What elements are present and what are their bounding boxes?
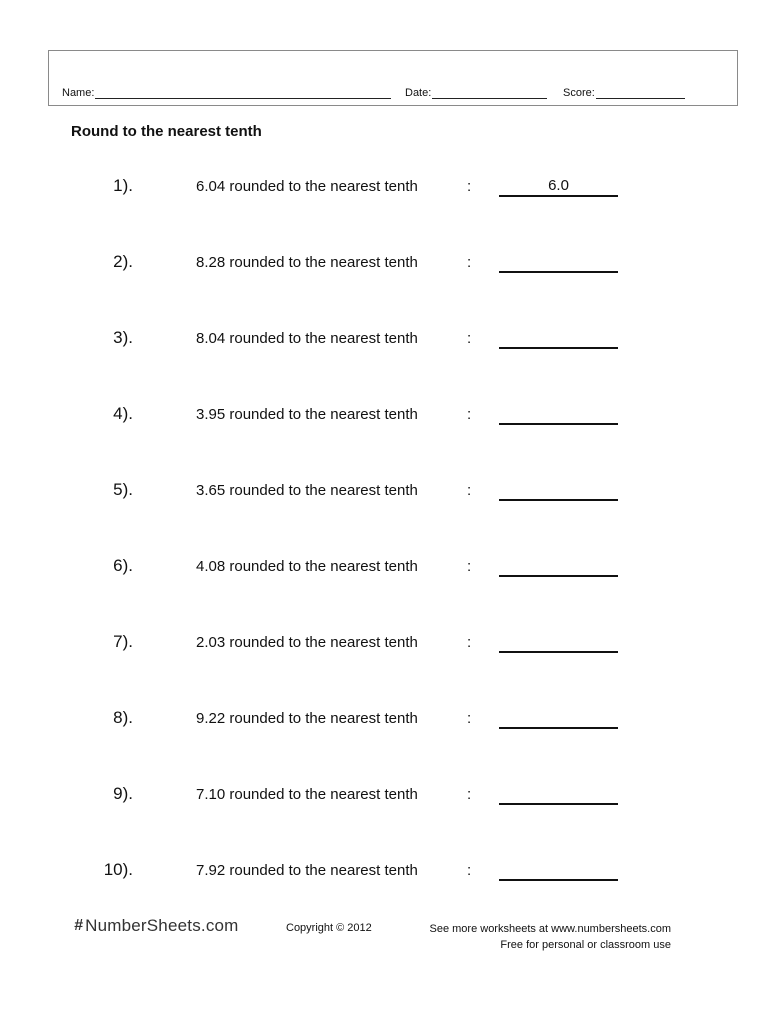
problem-text — [196, 862, 418, 879]
problem-value: 6.04 — [196, 178, 226, 195]
problem-row — [0, 556, 770, 584]
problem-row — [0, 860, 770, 888]
problem-number: 10). — [103, 860, 133, 879]
colon-separator: : — [467, 482, 472, 499]
colon-separator: : — [467, 786, 472, 803]
problem-number: 8). — [113, 708, 133, 727]
colon-separator: : — [467, 710, 472, 727]
footer-info — [430, 921, 672, 953]
colon-separator: : — [467, 558, 472, 575]
answer-blank[interactable] — [499, 784, 618, 805]
score-line[interactable] — [596, 88, 685, 99]
name-field[interactable] — [62, 87, 391, 99]
problem-row — [0, 404, 770, 432]
problem-number: 1). — [113, 176, 133, 195]
numbersheets-logo — [74, 916, 239, 936]
problem-instruction: rounded to the nearest tenth — [229, 178, 418, 195]
answer-blank[interactable] — [499, 328, 618, 349]
problem-row — [0, 328, 770, 356]
date-label: Date: — [405, 87, 432, 99]
answer-blank[interactable] — [499, 708, 618, 729]
score-field[interactable] — [563, 87, 685, 99]
problem-value: 2.03 — [196, 634, 226, 651]
problem-instruction: rounded to the nearest tenth — [229, 862, 418, 879]
problem-row — [0, 252, 770, 280]
worksheet-title: Round to the nearest tenth — [71, 123, 262, 140]
problem-instruction: rounded to the nearest tenth — [229, 406, 418, 423]
problem-value: 3.65 — [196, 482, 226, 499]
answer-blank[interactable] — [499, 556, 618, 577]
problem-text — [196, 634, 418, 651]
free-use-text: Free for personal or classroom use — [500, 939, 671, 951]
problem-row — [0, 784, 770, 812]
problem-text — [196, 710, 418, 727]
problem-instruction: rounded to the nearest tenth — [229, 330, 418, 347]
problem-instruction: rounded to the nearest tenth — [229, 254, 418, 271]
answer-blank[interactable] — [499, 632, 618, 653]
problem-instruction: rounded to the nearest tenth — [229, 558, 418, 575]
student-info-header — [48, 50, 738, 106]
colon-separator: : — [467, 862, 472, 879]
logo-text: NumberSheets.com — [85, 916, 239, 935]
problem-number: 9). — [113, 784, 133, 803]
answer-blank[interactable] — [499, 404, 618, 425]
colon-separator: : — [467, 406, 472, 423]
date-field[interactable] — [405, 87, 547, 99]
problem-number: 2). — [113, 252, 133, 271]
date-line[interactable] — [432, 88, 547, 99]
problem-number: 3). — [113, 328, 133, 347]
problem-value: 7.10 — [196, 786, 226, 803]
problem-instruction: rounded to the nearest tenth — [229, 634, 418, 651]
problem-instruction: rounded to the nearest tenth — [229, 786, 418, 803]
colon-separator: : — [467, 330, 472, 347]
problem-text — [196, 254, 418, 271]
problem-value: 3.95 — [196, 406, 226, 423]
answer-blank[interactable] — [499, 860, 618, 881]
colon-separator: : — [467, 254, 472, 271]
problem-value: 8.04 — [196, 330, 226, 347]
problem-instruction: rounded to the nearest tenth — [229, 482, 418, 499]
problem-instruction: rounded to the nearest tenth — [229, 710, 418, 727]
name-line[interactable] — [95, 88, 391, 99]
problem-text — [196, 178, 418, 195]
problem-text — [196, 558, 418, 575]
problem-row — [0, 708, 770, 736]
colon-separator: : — [467, 634, 472, 651]
problem-value: 8.28 — [196, 254, 226, 271]
problem-number: 5). — [113, 480, 133, 499]
problem-number: 7). — [113, 632, 133, 651]
answer-blank[interactable] — [499, 480, 618, 501]
problem-text — [196, 482, 418, 499]
problem-row — [0, 632, 770, 660]
score-label: Score: — [563, 87, 595, 99]
answer-blank[interactable]: 6.0 — [499, 176, 618, 197]
more-worksheets-text: See more worksheets at www.numbersheets.com — [429, 923, 671, 935]
problem-value: 9.22 — [196, 710, 226, 727]
problem-value: 7.92 — [196, 862, 226, 879]
problem-text — [196, 786, 418, 803]
problem-text — [196, 330, 418, 347]
copyright-text: Copyright © 2012 — [286, 922, 372, 934]
colon-separator: : — [467, 178, 472, 195]
problem-value: 4.08 — [196, 558, 226, 575]
problem-number: 6). — [113, 556, 133, 575]
answer-blank[interactable] — [499, 252, 618, 273]
name-label: Name: — [62, 87, 95, 99]
hash-logo-icon: # — [74, 917, 84, 934]
problem-row — [0, 480, 770, 508]
problem-number: 4). — [113, 404, 133, 423]
problem-text — [196, 406, 418, 423]
problem-row — [0, 176, 770, 204]
